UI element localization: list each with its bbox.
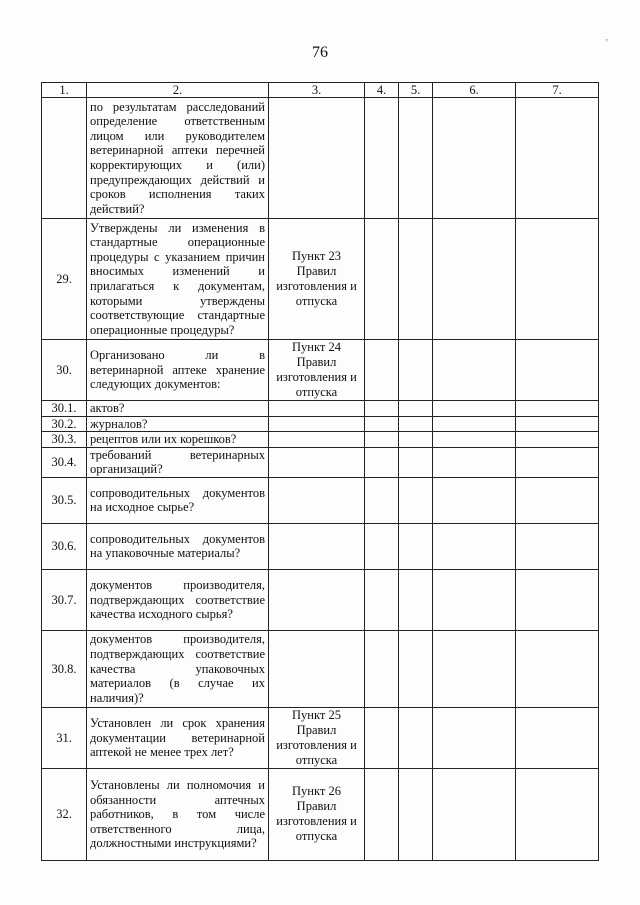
empty-cell (433, 707, 516, 768)
row-number: 30.6. (42, 523, 87, 569)
empty-cell (365, 432, 399, 448)
table-row (42, 447, 599, 477)
empty-cell (433, 630, 516, 707)
empty-cell (516, 416, 599, 432)
table-row (42, 477, 599, 523)
table-row (42, 523, 599, 569)
empty-cell (433, 432, 516, 448)
row-number: 30.4. (42, 447, 87, 477)
reference-cell (269, 416, 365, 432)
empty-cell (433, 416, 516, 432)
empty-cell (433, 768, 516, 860)
header-row (42, 83, 599, 98)
checklist-table (41, 82, 599, 861)
reference-cell (269, 523, 365, 569)
empty-cell (365, 219, 399, 340)
empty-cell (365, 98, 399, 219)
empty-cell (433, 98, 516, 219)
row-number: 30.7. (42, 569, 87, 630)
empty-cell (433, 447, 516, 477)
empty-cell (433, 523, 516, 569)
question-text: актов? (87, 401, 269, 417)
reference-cell (269, 447, 365, 477)
empty-cell (365, 707, 399, 768)
row-number: 30.1. (42, 401, 87, 417)
reference-cell: Пункт 25 Правил изготовления и отпуска (269, 707, 365, 768)
table-row (42, 401, 599, 417)
reference-cell (269, 401, 365, 417)
empty-cell (399, 401, 433, 417)
question-text: журналов? (87, 416, 269, 432)
table-row (42, 707, 599, 768)
table-row (42, 569, 599, 630)
row-number: 30.2. (42, 416, 87, 432)
empty-cell (516, 768, 599, 860)
table-row (42, 340, 599, 401)
empty-cell (399, 432, 433, 448)
reference-cell: Пункт 26 Правил изготовления и отпуска (269, 768, 365, 860)
header-col-1: 1. (42, 83, 87, 98)
empty-cell (365, 447, 399, 477)
empty-cell (399, 477, 433, 523)
empty-cell (365, 569, 399, 630)
empty-cell (516, 98, 599, 219)
row-number: 32. (42, 768, 87, 860)
empty-cell (516, 630, 599, 707)
empty-cell (399, 630, 433, 707)
empty-cell (365, 401, 399, 417)
reference-cell (269, 569, 365, 630)
row-number: 30.8. (42, 630, 87, 707)
table-row (42, 432, 599, 448)
empty-cell (399, 98, 433, 219)
header-col-3: 3. (269, 83, 365, 98)
empty-cell (399, 569, 433, 630)
empty-cell (516, 523, 599, 569)
question-text: Организовано ли в ветеринарной аптеке хранение следующих документов: (87, 340, 269, 401)
row-number: 31. (42, 707, 87, 768)
corner-mark: ' (606, 38, 608, 49)
table-row (42, 98, 599, 219)
empty-cell (433, 477, 516, 523)
empty-cell (516, 432, 599, 448)
reference-cell (269, 630, 365, 707)
question-text: сопроводительных документов на исходное сырье? (87, 477, 269, 523)
table-row (42, 630, 599, 707)
row-number: 30.3. (42, 432, 87, 448)
row-number: 30.5. (42, 477, 87, 523)
empty-cell (516, 477, 599, 523)
empty-cell (399, 768, 433, 860)
header-col-6: 6. (433, 83, 516, 98)
empty-cell (516, 219, 599, 340)
empty-cell (399, 219, 433, 340)
header-col-4: 4. (365, 83, 399, 98)
empty-cell (399, 416, 433, 432)
row-number: 30. (42, 340, 87, 401)
question-text: сопроводительных документов на упаковочные материалы? (87, 523, 269, 569)
question-text: рецептов или их корешков? (87, 432, 269, 448)
reference-cell: Пункт 24 Правил изготовления и отпуска (269, 340, 365, 401)
header-col-5: 5. (399, 83, 433, 98)
empty-cell (516, 401, 599, 417)
empty-cell (365, 477, 399, 523)
empty-cell (365, 768, 399, 860)
empty-cell (399, 447, 433, 477)
empty-cell (433, 401, 516, 417)
empty-cell (516, 707, 599, 768)
empty-cell (365, 340, 399, 401)
empty-cell (516, 340, 599, 401)
reference-cell (269, 432, 365, 448)
question-text: документов производителя, подтверждающих соответствие качества упаковочных материалов (в случае их наличия)? (87, 630, 269, 707)
empty-cell (433, 569, 516, 630)
empty-cell (433, 219, 516, 340)
reference-cell (269, 98, 365, 219)
header-col-7: 7. (516, 83, 599, 98)
table-row (42, 768, 599, 860)
empty-cell (516, 569, 599, 630)
question-text: Установлен ли срок хранения документации ветеринарной аптекой не менее трех лет? (87, 707, 269, 768)
question-text: документов производителя, подтверждающих соответствие качества исходного сырья? (87, 569, 269, 630)
page-number: 76 (312, 44, 328, 61)
header-col-2: 2. (87, 83, 269, 98)
question-text: требований ветеринарных организаций? (87, 447, 269, 477)
empty-cell (399, 340, 433, 401)
empty-cell (365, 630, 399, 707)
empty-cell (516, 447, 599, 477)
empty-cell (433, 340, 516, 401)
empty-cell (399, 707, 433, 768)
question-text: Установлены ли полномочия и обязанности аптечных работников, в том числе ответственного лица, должностными инструкциями? (87, 768, 269, 860)
empty-cell (399, 523, 433, 569)
question-text: Утверждены ли изменения в стандартные операционные процедуры с указанием причин вносимых изменений и прилагаться к документам, которыми утверждены соответствующие стандартные операционные процедуры? (87, 219, 269, 340)
reference-cell (269, 477, 365, 523)
row-number (42, 98, 87, 219)
table-row (42, 219, 599, 340)
row-number: 29. (42, 219, 87, 340)
empty-cell (365, 523, 399, 569)
table-row (42, 416, 599, 432)
question-text: по результатам расследований определение ответственным лицом или руководителем ветеринарной аптеки перечней корректирующих и (или) предупреждающих действий и сроков исполнения таких действий? (87, 98, 269, 219)
empty-cell (365, 416, 399, 432)
reference-cell: Пункт 23 Правил изготовления и отпуска (269, 219, 365, 340)
